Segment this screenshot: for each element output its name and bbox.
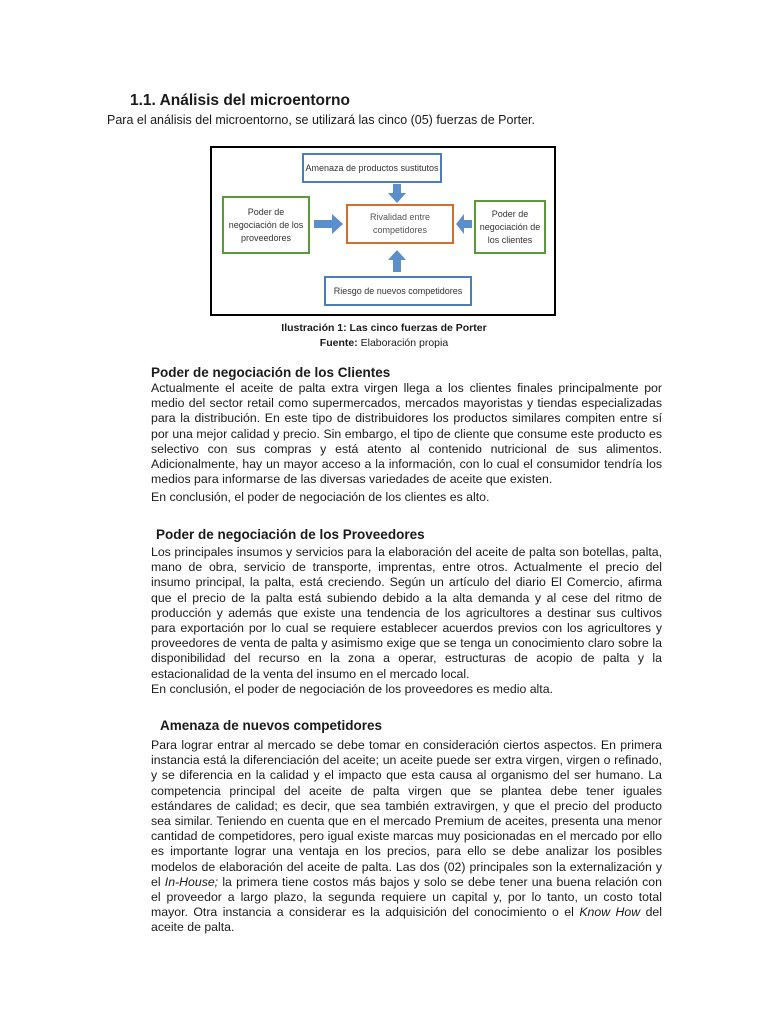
know-how-term: Know How xyxy=(579,905,641,920)
clientes-heading: Poder de negociación de los Clientes xyxy=(151,365,391,380)
new-entrants-label: Riesgo de nuevos competidores xyxy=(333,285,463,296)
threat-substitutes-box xyxy=(302,153,442,183)
proveedores-paragraph: Los principales insumos y servicios para la elaboración del aceite de palta son botellas, palta, mano de obra, servicio de transporte, imprentas, entre otros. Actualmente el precio del insumo principal, la palta, está creciendo. Según un artículo del diario El Comercio, afirma que el precio de la palta está subiendo debido a la alta demanda y al cese del ritmo de producción y además que existe una tendencia de los agricultores a destinar sus cultivos para exportación por lo cual se requiere establecer acuerdos previos con los agricultores y proveedores de venta de palta y asimismo exige que se tenga un conocimiento claro sobre la disponibilidad del recurso en la zona a operar, estructuras de acopio de palta y la estacionalidad de la venta del insumo en el mercado local. xyxy=(151,545,662,681)
source-text: Elaboración propia xyxy=(357,337,449,349)
intro-text: Para el análisis del microentorno, se utilizará las cinco (05) fuerzas de Porter. xyxy=(107,113,535,127)
figure-source xyxy=(0,337,768,349)
porter-diagram xyxy=(210,146,556,316)
proveedores-conclusion: En conclusión, el poder de negociación de los proveedores es medio alta. xyxy=(151,682,553,696)
nuevos-paragraph xyxy=(151,738,662,936)
arrow-up-icon xyxy=(388,250,406,272)
buyer-power-box xyxy=(474,200,546,254)
rivalry-box xyxy=(346,204,454,244)
figure-caption: Ilustración 1: Las cinco fuerzas de Porter xyxy=(281,322,487,334)
source-label: Fuente: xyxy=(319,337,358,349)
section-heading: 1.1. Análisis del microentorno xyxy=(130,92,350,109)
threat-substitutes-label: Amenaza de productos sustitutos xyxy=(305,162,439,173)
new-entrants-box xyxy=(324,276,472,306)
arrow-right-icon xyxy=(314,214,344,234)
proveedores-heading: Poder de negociación de los Proveedores xyxy=(156,527,425,542)
arrow-left-icon xyxy=(456,214,472,234)
in-house-term: In-House; xyxy=(164,874,219,889)
nuevos-heading: Amenaza de nuevos competidores xyxy=(160,718,383,733)
nuevos-text-a: Para lograr entrar al mercado se debe tomar en consideración ciertos aspectos. En primera instancia está la diferenciación del aceite; un aceite puede ser extra virgen, virgen o refinado, y se diferencia en la calidad y el impacto que esta causa al organismo del ser humano. La competencia principal del aceite de palta virgen que se plantea debe tener iguales estándares de calidad; es decir, que sea también extravirgen, y que el precio del producto sea similar. Teniendo en cuenta que en el mercado Premium de aceites, presenta una menor cantidad de competidores, pero igual existe marcas muy posicionadas en el mercado por ello es importante lograr una ventaja en los precios, para ello se debe analizar los posibles modelos de elaboración del aceite de palta. Las dos (02) principales son la externalización y el xyxy=(151,738,662,889)
clientes-paragraph: Actualmente el aceite de palta extra virgen llega a los clientes finales principalmente por medio del sector retail como supermercados, mercados mayoristas y tiendas especializadas para la distribución. En este tipo de distribuidores los productos similares compiten entre sí por una mejor calidad y precio. Sin embargo, el tipo de cliente que consume este producto es selectivo con sus compras y está atento al contenido nutricional de sus alimentos. Adicionalmente, hay un mayor acceso a la información, con lo cual el consumidor tendría los medios para informarse de las diversas variedades de aceite que existen. xyxy=(151,381,662,487)
rivalry-label: Rivalidad entre competidores xyxy=(369,212,431,235)
nuevos-text-b: la primera tiene costos más bajos y solo se debe tener una buena relación con el proveedor a largo plazo, la segunda requiere un capital y, por lo tanto, un costo total mayor. Otra instancia a considerar es la adquisición del conocimiento o el xyxy=(151,874,662,920)
supplier-power-box xyxy=(222,196,310,254)
clientes-conclusion: En conclusión, el poder de negociación de los clientes es alto. xyxy=(151,490,490,504)
buyer-power-label: Poder de negociación de los clientes xyxy=(479,208,541,245)
nuevos-text-c: del aceite de palta. xyxy=(151,905,662,935)
supplier-power-label: Poder de negociación de los proveedores xyxy=(228,206,304,243)
arrow-down-icon xyxy=(388,184,406,204)
